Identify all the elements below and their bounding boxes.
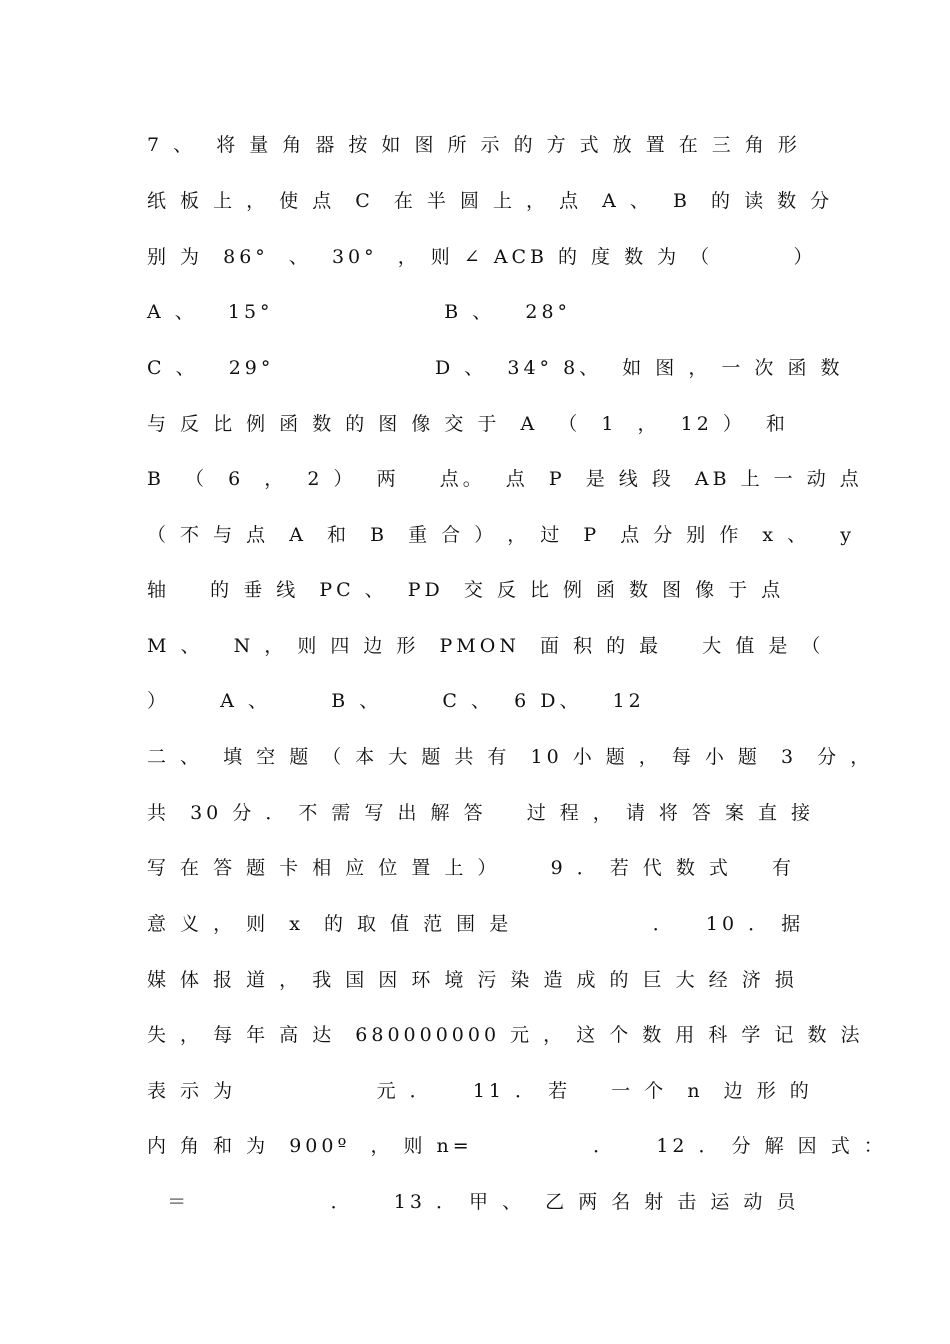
text-line: ＝ ． 13 ． 甲 、 乙 两 名 射 击 运 动 员 — [147, 1191, 800, 1213]
text-line: M 、 N ， 则 四 边 形 PMON 面 积 的 最 大 值 是 （ — [147, 635, 825, 657]
text-line: ） A 、 B 、 C 、 6 D、 12 — [147, 690, 645, 712]
text-line: 与 反 比 例 函 数 的 图 像 交 于 A （ 1 ， 12 ） 和 — [147, 413, 789, 435]
text-line: 二 、 填 空 题 （ 本 大 题 共 有 10 小 题 ， 每 小 题 3 分 ， — [147, 746, 874, 768]
text-line: （ 不 与 点 A 和 B 重 合 ） ， 过 P 点 分 别 作 x 、 y — [147, 524, 856, 546]
text-line: 媒 体 报 道 ， 我 国 因 环 境 污 染 造 成 的 巨 大 经 济 损 — [147, 969, 798, 991]
text-line: 表 示 为 元 ． 11 ． 若 一 个 n 边 形 的 — [147, 1080, 813, 1102]
text-line: 意 义 ， 则 x 的 取 值 范 围 是 ． 10 ． 据 — [147, 913, 805, 935]
text-line: C 、 29° D 、 34° 8、 如 图 ， 一 次 函 数 — [147, 357, 844, 379]
text-line: A 、 15° B 、 28° — [147, 301, 572, 323]
text-line: 轴 的 垂 线 PC 、 PD 交 反 比 例 函 数 图 像 于 点 — [147, 579, 785, 601]
text-line: 纸 板 上 ， 使 点 C 在 半 圆 上 ， 点 A 、 B 的 读 数 分 — [147, 190, 834, 212]
text-line: 写 在 答 题 卡 相 应 位 置 上 ） 9 ． 若 代 数 式 有 — [147, 857, 796, 879]
text-line: B （ 6 ， 2 ） 两 点。 点 P 是 线 段 AB 上 一 动 点 — [147, 468, 863, 490]
text-line: 内 角 和 为 900º ， 则 n= ． 12 ． 分 解 因 式 ： — [147, 1135, 887, 1157]
text-line: 共 30 分 ． 不 需 写 出 解 答 过 程 ， 请 将 答 案 直 接 — [147, 802, 815, 824]
text-line: 7 、 将 量 角 器 按 如 图 所 示 的 方 式 放 置 在 三 角 形 — [147, 134, 801, 156]
text-line: 别 为 86° 、 30° ， 则 ∠ ACB 的 度 数 为 （ ） — [147, 246, 817, 268]
text-line: 失 ， 每 年 高 达 680000000 元 ， 这 个 数 用 科 学 记 数 法 — [147, 1024, 864, 1046]
